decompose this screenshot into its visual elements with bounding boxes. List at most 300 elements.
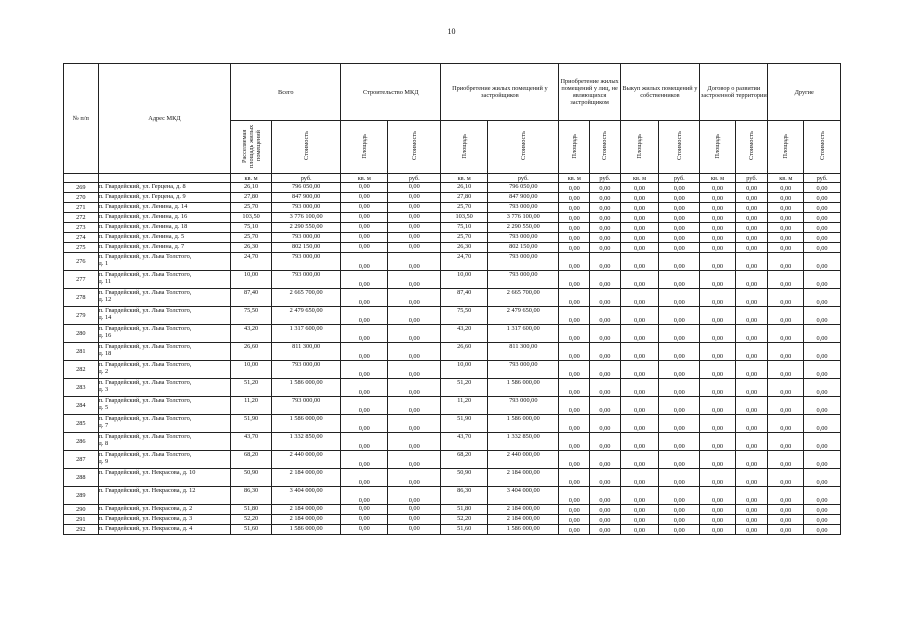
address-line: п. Гвардейский, ул. Некрасова, д. 4 (98, 525, 193, 532)
total-cost: 793 000,00 (271, 253, 340, 271)
total-cost: 793 000,00 (271, 203, 340, 213)
total-area: 51,60 (231, 525, 272, 535)
row-address (98, 289, 231, 307)
construction-area: 0,00 (341, 525, 388, 535)
subheader-area: Площадь (441, 121, 488, 174)
zero-value: 0,00 (768, 307, 804, 325)
total-cost: 2 665 700,00 (271, 289, 340, 307)
zero-value: 0,00 (659, 343, 700, 361)
zero-value: 0,00 (735, 243, 768, 253)
developer-area: 75,10 (441, 223, 488, 233)
unit-rub: руб. (659, 174, 700, 183)
construction-cost: 0,00 (388, 325, 441, 343)
total-cost: 793 000,00 (271, 233, 340, 243)
row-number: 279 (64, 307, 99, 325)
header-group-total: Всего (231, 64, 341, 121)
zero-value: 0,00 (735, 451, 768, 469)
row-number: 286 (64, 433, 99, 451)
zero-value: 0,00 (559, 203, 590, 213)
construction-cost: 0,00 (388, 343, 441, 361)
developer-cost: 793 000,00 (488, 361, 559, 379)
zero-value: 0,00 (659, 505, 700, 515)
developer-area: 10,00 (441, 361, 488, 379)
zero-value: 0,00 (620, 487, 659, 505)
zero-value: 0,00 (768, 253, 804, 271)
zero-value: 0,00 (768, 193, 804, 203)
zero-value: 0,00 (768, 243, 804, 253)
developer-cost: 2 184 000,00 (488, 469, 559, 487)
developer-cost: 1 317 600,00 (488, 325, 559, 343)
construction-area: 0,00 (341, 451, 388, 469)
zero-value: 0,00 (590, 361, 621, 379)
developer-cost: 2 479 650,00 (488, 307, 559, 325)
zero-value: 0,00 (659, 203, 700, 213)
developer-cost: 2 290 550,00 (488, 223, 559, 233)
zero-value: 0,00 (768, 451, 804, 469)
developer-area: 87,40 (441, 289, 488, 307)
page-number: 10 (447, 27, 456, 36)
table-row (64, 243, 841, 253)
zero-value: 0,00 (559, 193, 590, 203)
total-area: 103,50 (231, 213, 272, 223)
row-number: 292 (64, 525, 99, 535)
table-row (64, 469, 841, 487)
zero-value: 0,00 (659, 223, 700, 233)
unit-rub: руб. (735, 174, 768, 183)
developer-cost: 811 300,00 (488, 343, 559, 361)
zero-value: 0,00 (659, 469, 700, 487)
developer-area: 26,60 (441, 343, 488, 361)
zero-value: 0,00 (768, 203, 804, 213)
construction-area: 0,00 (341, 289, 388, 307)
row-number: 285 (64, 415, 99, 433)
zero-value: 0,00 (620, 193, 659, 203)
address-line: д. 16 (98, 332, 112, 339)
row-address (98, 361, 231, 379)
zero-value: 0,00 (700, 271, 736, 289)
developer-area: 52,20 (441, 515, 488, 525)
address-line: п. Гвардейский, ул. Льва Толстого, (98, 379, 192, 386)
construction-cost: 0,00 (388, 525, 441, 535)
zero-value: 0,00 (700, 307, 736, 325)
total-cost: 3 404 000,00 (271, 487, 340, 505)
construction-cost: 0,00 (388, 213, 441, 223)
total-area: 51,20 (231, 379, 272, 397)
row-number: 288 (64, 469, 99, 487)
zero-value: 0,00 (620, 505, 659, 515)
table-row (64, 233, 841, 243)
zero-value: 0,00 (768, 379, 804, 397)
row-address (98, 451, 231, 469)
zero-value: 0,00 (659, 243, 700, 253)
developer-area: 25,70 (441, 203, 488, 213)
zero-value: 0,00 (700, 515, 736, 525)
address-line: п. Гвардейский, ул. Льва Толстого, (98, 289, 192, 296)
zero-value: 0,00 (700, 433, 736, 451)
row-address (98, 193, 231, 203)
address-line: д. 18 (98, 350, 112, 357)
zero-value: 0,00 (620, 233, 659, 243)
zero-value: 0,00 (590, 271, 621, 289)
developer-area: 24,70 (441, 253, 488, 271)
developer-area: 75,50 (441, 307, 488, 325)
zero-value: 0,00 (804, 433, 841, 451)
zero-value: 0,00 (768, 233, 804, 243)
developer-area: 25,70 (441, 233, 488, 243)
header-number: № п/п (64, 64, 99, 174)
zero-value: 0,00 (590, 213, 621, 223)
construction-area: 0,00 (341, 233, 388, 243)
zero-value: 0,00 (559, 379, 590, 397)
zero-value: 0,00 (590, 193, 621, 203)
total-area: 52,20 (231, 515, 272, 525)
developer-area: 27,80 (441, 193, 488, 203)
zero-value: 0,00 (700, 223, 736, 233)
table-row (64, 307, 841, 325)
developer-cost: 3 776 100,00 (488, 213, 559, 223)
zero-value: 0,00 (735, 343, 768, 361)
total-area: 25,70 (231, 203, 272, 213)
row-address (98, 487, 231, 505)
developer-cost: 793 000,00 (488, 253, 559, 271)
zero-value: 0,00 (804, 233, 841, 243)
zero-value: 0,00 (590, 379, 621, 397)
table-row (64, 361, 841, 379)
row-address (98, 183, 231, 193)
row-address (98, 243, 231, 253)
developer-cost: 2 184 000,00 (488, 515, 559, 525)
zero-value: 0,00 (804, 487, 841, 505)
row-number: 271 (64, 203, 99, 213)
developer-cost: 793 000,00 (488, 271, 559, 289)
construction-cost: 0,00 (388, 451, 441, 469)
subheader-area: Площадь (341, 121, 388, 174)
zero-value: 0,00 (700, 253, 736, 271)
address-line: п. Гвардейский, ул. Ленина, д. 7 (98, 243, 185, 250)
zero-value: 0,00 (559, 213, 590, 223)
address-line: д. 1 (98, 260, 109, 267)
construction-area: 0,00 (341, 505, 388, 515)
developer-area: 50,90 (441, 469, 488, 487)
zero-value: 0,00 (620, 213, 659, 223)
zero-value: 0,00 (620, 223, 659, 233)
construction-cost: 0,00 (388, 223, 441, 233)
total-area: 26,60 (231, 343, 272, 361)
total-cost: 802 150,00 (271, 243, 340, 253)
address-line: п. Гвардейский, ул. Герцена, д. 9 (98, 193, 186, 200)
header-group-owner-buyout: Выкуп жилых помещений у собственников (620, 64, 700, 121)
zero-value: 0,00 (700, 193, 736, 203)
zero-value: 0,00 (559, 271, 590, 289)
zero-value: 0,00 (659, 525, 700, 535)
total-area: 50,90 (231, 469, 272, 487)
address-line: п. Гвардейский, ул. Льва Толстого, (98, 253, 192, 260)
zero-value: 0,00 (700, 233, 736, 243)
developer-area: 11,20 (441, 397, 488, 415)
zero-value: 0,00 (735, 515, 768, 525)
zero-value: 0,00 (804, 525, 841, 535)
developer-cost: 793 000,00 (488, 397, 559, 415)
zero-value: 0,00 (700, 379, 736, 397)
row-number: 278 (64, 289, 99, 307)
zero-value: 0,00 (590, 343, 621, 361)
zero-value: 0,00 (735, 325, 768, 343)
subheader-area: Площадь (768, 121, 804, 174)
zero-value: 0,00 (659, 233, 700, 243)
construction-cost: 0,00 (388, 415, 441, 433)
zero-value: 0,00 (700, 183, 736, 193)
address-line: п. Гвардейский, ул. Льва Толстого, (98, 325, 192, 332)
developer-area: 51,60 (441, 525, 488, 535)
construction-cost: 0,00 (388, 253, 441, 271)
table-row (64, 193, 841, 203)
row-address (98, 213, 231, 223)
developer-cost: 847 900,00 (488, 193, 559, 203)
zero-value: 0,00 (768, 515, 804, 525)
zero-value: 0,00 (804, 397, 841, 415)
row-number: 283 (64, 379, 99, 397)
table-row (64, 213, 841, 223)
zero-value: 0,00 (620, 243, 659, 253)
row-number: 284 (64, 397, 99, 415)
unit-empty (64, 174, 99, 183)
zero-value: 0,00 (620, 361, 659, 379)
zero-value: 0,00 (590, 451, 621, 469)
zero-value: 0,00 (700, 243, 736, 253)
zero-value: 0,00 (659, 487, 700, 505)
developer-cost: 3 404 000,00 (488, 487, 559, 505)
total-area: 75,10 (231, 223, 272, 233)
zero-value: 0,00 (804, 271, 841, 289)
table-row (64, 415, 841, 433)
housing-resettlement-table (63, 63, 841, 535)
developer-area: 51,20 (441, 379, 488, 397)
address-line: п. Гвардейский, ул. Некрасова, д. 3 (98, 515, 193, 522)
zero-value: 0,00 (700, 505, 736, 515)
zero-value: 0,00 (700, 343, 736, 361)
address-line: п. Гвардейский, ул. Ленина, д. 5 (98, 233, 185, 240)
zero-value: 0,00 (700, 397, 736, 415)
zero-value: 0,00 (559, 183, 590, 193)
table-row (64, 183, 841, 193)
developer-area: 10,00 (441, 271, 488, 289)
address-line: п. Гвардейский, ул. Льва Толстого, (98, 271, 192, 278)
row-address (98, 253, 231, 271)
address-line: п. Гвардейский, ул. Льва Толстого, (98, 307, 192, 314)
zero-value: 0,00 (735, 271, 768, 289)
zero-value: 0,00 (768, 183, 804, 193)
total-cost: 793 000,00 (271, 361, 340, 379)
zero-value: 0,00 (559, 525, 590, 535)
address-line: п. Гвардейский, ул. Льва Толстого, (98, 361, 192, 368)
developer-area: 86,30 (441, 487, 488, 505)
unit-rub: руб. (804, 174, 841, 183)
zero-value: 0,00 (590, 325, 621, 343)
total-area: 26,30 (231, 243, 272, 253)
total-cost: 2 479 650,00 (271, 307, 340, 325)
zero-value: 0,00 (620, 343, 659, 361)
table-row (64, 289, 841, 307)
construction-area: 0,00 (341, 193, 388, 203)
table-row (64, 325, 841, 343)
table-row (64, 487, 841, 505)
zero-value: 0,00 (735, 289, 768, 307)
total-cost: 2 184 000,00 (271, 505, 340, 515)
zero-value: 0,00 (804, 415, 841, 433)
zero-value: 0,00 (620, 183, 659, 193)
unit-rub: руб. (388, 174, 441, 183)
address-line: п. Гвардейский, ул. Некрасова, д. 10 (98, 469, 196, 476)
zero-value: 0,00 (590, 487, 621, 505)
table-row (64, 525, 841, 535)
table-row (64, 515, 841, 525)
zero-value: 0,00 (735, 433, 768, 451)
subheader-area: Площадь (700, 121, 736, 174)
zero-value: 0,00 (804, 289, 841, 307)
construction-area: 0,00 (341, 203, 388, 213)
zero-value: 0,00 (659, 213, 700, 223)
subheader-cost: Стоимость (388, 121, 441, 174)
zero-value: 0,00 (659, 379, 700, 397)
construction-area: 0,00 (341, 415, 388, 433)
row-number: 289 (64, 487, 99, 505)
subheader-cost: Стоимость (804, 121, 841, 174)
zero-value: 0,00 (804, 213, 841, 223)
total-cost: 796 050,00 (271, 183, 340, 193)
zero-value: 0,00 (620, 415, 659, 433)
total-cost: 847 900,00 (271, 193, 340, 203)
construction-area: 0,00 (341, 325, 388, 343)
zero-value: 0,00 (768, 289, 804, 307)
zero-value: 0,00 (804, 451, 841, 469)
zero-value: 0,00 (590, 183, 621, 193)
row-number: 272 (64, 213, 99, 223)
zero-value: 0,00 (700, 451, 736, 469)
zero-value: 0,00 (590, 525, 621, 535)
address-line: п. Гвардейский, ул. Некрасова, д. 12 (98, 487, 196, 494)
developer-cost: 1 586 000,00 (488, 379, 559, 397)
zero-value: 0,00 (659, 325, 700, 343)
address-line: п. Гвардейский, ул. Льва Толстого, (98, 397, 192, 404)
developer-cost: 1 586 000,00 (488, 415, 559, 433)
construction-cost: 0,00 (388, 183, 441, 193)
zero-value: 0,00 (700, 415, 736, 433)
unit-sqm: кв. м (231, 174, 272, 183)
total-area: 87,40 (231, 289, 272, 307)
total-cost: 1 586 000,00 (271, 525, 340, 535)
construction-cost: 0,00 (388, 307, 441, 325)
developer-area: 51,90 (441, 415, 488, 433)
construction-cost: 0,00 (388, 515, 441, 525)
zero-value: 0,00 (735, 213, 768, 223)
row-address (98, 433, 231, 451)
row-number: 269 (64, 183, 99, 193)
zero-value: 0,00 (768, 415, 804, 433)
construction-area: 0,00 (341, 361, 388, 379)
zero-value: 0,00 (590, 203, 621, 213)
unit-sqm: кв. м (559, 174, 590, 183)
row-number: 270 (64, 193, 99, 203)
table-row (64, 253, 841, 271)
zero-value: 0,00 (590, 505, 621, 515)
total-area: 86,30 (231, 487, 272, 505)
table-row (64, 343, 841, 361)
total-area: 10,00 (231, 361, 272, 379)
zero-value: 0,00 (559, 233, 590, 243)
zero-value: 0,00 (559, 433, 590, 451)
construction-cost: 0,00 (388, 397, 441, 415)
total-area: 26,10 (231, 183, 272, 193)
zero-value: 0,00 (700, 487, 736, 505)
zero-value: 0,00 (804, 253, 841, 271)
zero-value: 0,00 (620, 203, 659, 213)
zero-value: 0,00 (620, 307, 659, 325)
zero-value: 0,00 (768, 525, 804, 535)
row-number: 287 (64, 451, 99, 469)
address-line: п. Гвардейский, ул. Льва Толстого, (98, 343, 192, 350)
zero-value: 0,00 (590, 415, 621, 433)
row-number: 282 (64, 361, 99, 379)
unit-sqm: кв. м (341, 174, 388, 183)
address-line: д. 14 (98, 314, 112, 321)
zero-value: 0,00 (735, 183, 768, 193)
construction-cost: 0,00 (388, 289, 441, 307)
developer-cost: 2 184 000,00 (488, 505, 559, 515)
address-line: п. Гвардейский, ул. Льва Толстого, (98, 415, 192, 422)
zero-value: 0,00 (559, 487, 590, 505)
address-line: д. 5 (98, 404, 109, 411)
zero-value: 0,00 (804, 193, 841, 203)
zero-value: 0,00 (559, 343, 590, 361)
table-row (64, 271, 841, 289)
zero-value: 0,00 (590, 289, 621, 307)
developer-cost: 2 665 700,00 (488, 289, 559, 307)
row-number: 291 (64, 515, 99, 525)
zero-value: 0,00 (768, 271, 804, 289)
subheader-cost: Стоимость (590, 121, 621, 174)
address-line: п. Гвардейский, ул. Герцена, д. 8 (98, 183, 186, 190)
total-cost: 1 332 850,00 (271, 433, 340, 451)
construction-cost: 0,00 (388, 505, 441, 515)
developer-area: 43,70 (441, 433, 488, 451)
total-area: 11,20 (231, 397, 272, 415)
table-row (64, 223, 841, 233)
zero-value: 0,00 (559, 223, 590, 233)
zero-value: 0,00 (804, 183, 841, 193)
row-address (98, 397, 231, 415)
zero-value: 0,00 (590, 223, 621, 233)
zero-value: 0,00 (804, 361, 841, 379)
zero-value: 0,00 (659, 183, 700, 193)
subheader-cost: Стоимость (488, 121, 559, 174)
construction-area: 0,00 (341, 307, 388, 325)
total-area: 10,00 (231, 271, 272, 289)
zero-value: 0,00 (559, 515, 590, 525)
row-address (98, 515, 231, 525)
row-number: 290 (64, 505, 99, 515)
zero-value: 0,00 (659, 451, 700, 469)
row-number: 274 (64, 233, 99, 243)
zero-value: 0,00 (768, 213, 804, 223)
construction-area: 0,00 (341, 487, 388, 505)
total-area: 51,80 (231, 505, 272, 515)
zero-value: 0,00 (735, 469, 768, 487)
zero-value: 0,00 (620, 253, 659, 271)
address-line: п. Гвардейский, ул. Ленина, д. 16 (98, 213, 188, 220)
address-line: п. Гвардейский, ул. Ленина, д. 18 (98, 223, 188, 230)
zero-value: 0,00 (768, 487, 804, 505)
zero-value: 0,00 (559, 451, 590, 469)
